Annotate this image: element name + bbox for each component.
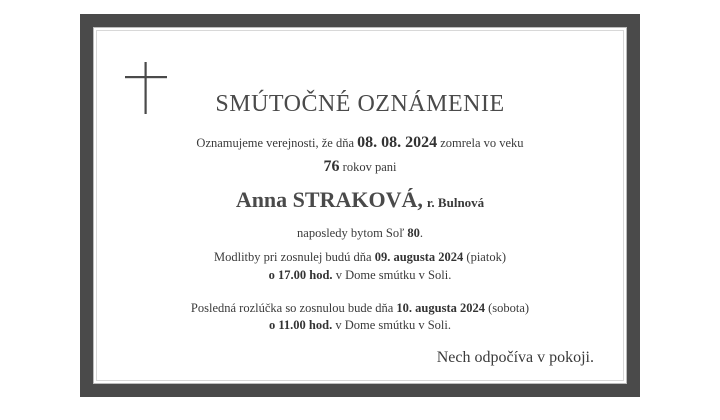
residence-period: . [419,226,423,240]
intro-text: Oznamujeme verejnosti, že dňa [196,136,358,150]
residence-number: 80 [407,226,420,240]
intro-text-age: zomrela vo veku [437,136,524,150]
farewell-date: 10. augusta 2024 [396,301,485,315]
age-value: 76 [323,158,340,175]
mourning-frame [80,14,640,397]
farewell-place: v Dome smútku v Soli. [332,318,451,332]
prayers-day: (piatok) [463,250,506,264]
age-line [94,158,626,176]
prayers-text: Modlitby pri zosnulej budú dňa [213,250,375,264]
deceased-name-line [94,187,626,213]
residence-line [94,226,626,241]
prayers-time: o 17.00 hod. [268,268,333,282]
residence-text: naposledy bytom Soľ [297,226,408,240]
age-text: rokov pani [339,160,397,174]
prayers-time-line [94,268,626,283]
prayers-place: v Dome smútku v Soli. [332,268,452,282]
maiden-name: r. Bulnová [426,195,485,210]
prayers-date: 09. augusta 2024 [374,250,464,264]
farewell-day: (sobota) [484,301,530,315]
farewell-time: o 11.00 hod. [269,318,333,332]
notice-title: SMÚTOČNÉ OZNÁMENIE [215,91,505,117]
notice-paper [93,27,627,384]
closing-phrase: Nech odpočíva v pokoji. [436,349,594,366]
prayers-line [94,250,626,265]
deceased-name: Anna STRAKOVÁ, [235,187,423,212]
death-date: 08. 08. 2024 [357,134,438,151]
farewell-time-line [94,318,626,333]
intro-line [94,134,626,152]
farewell-text: Posledná rozlúčka so zosnulou bude dňa [190,301,397,315]
farewell-line [94,301,626,316]
